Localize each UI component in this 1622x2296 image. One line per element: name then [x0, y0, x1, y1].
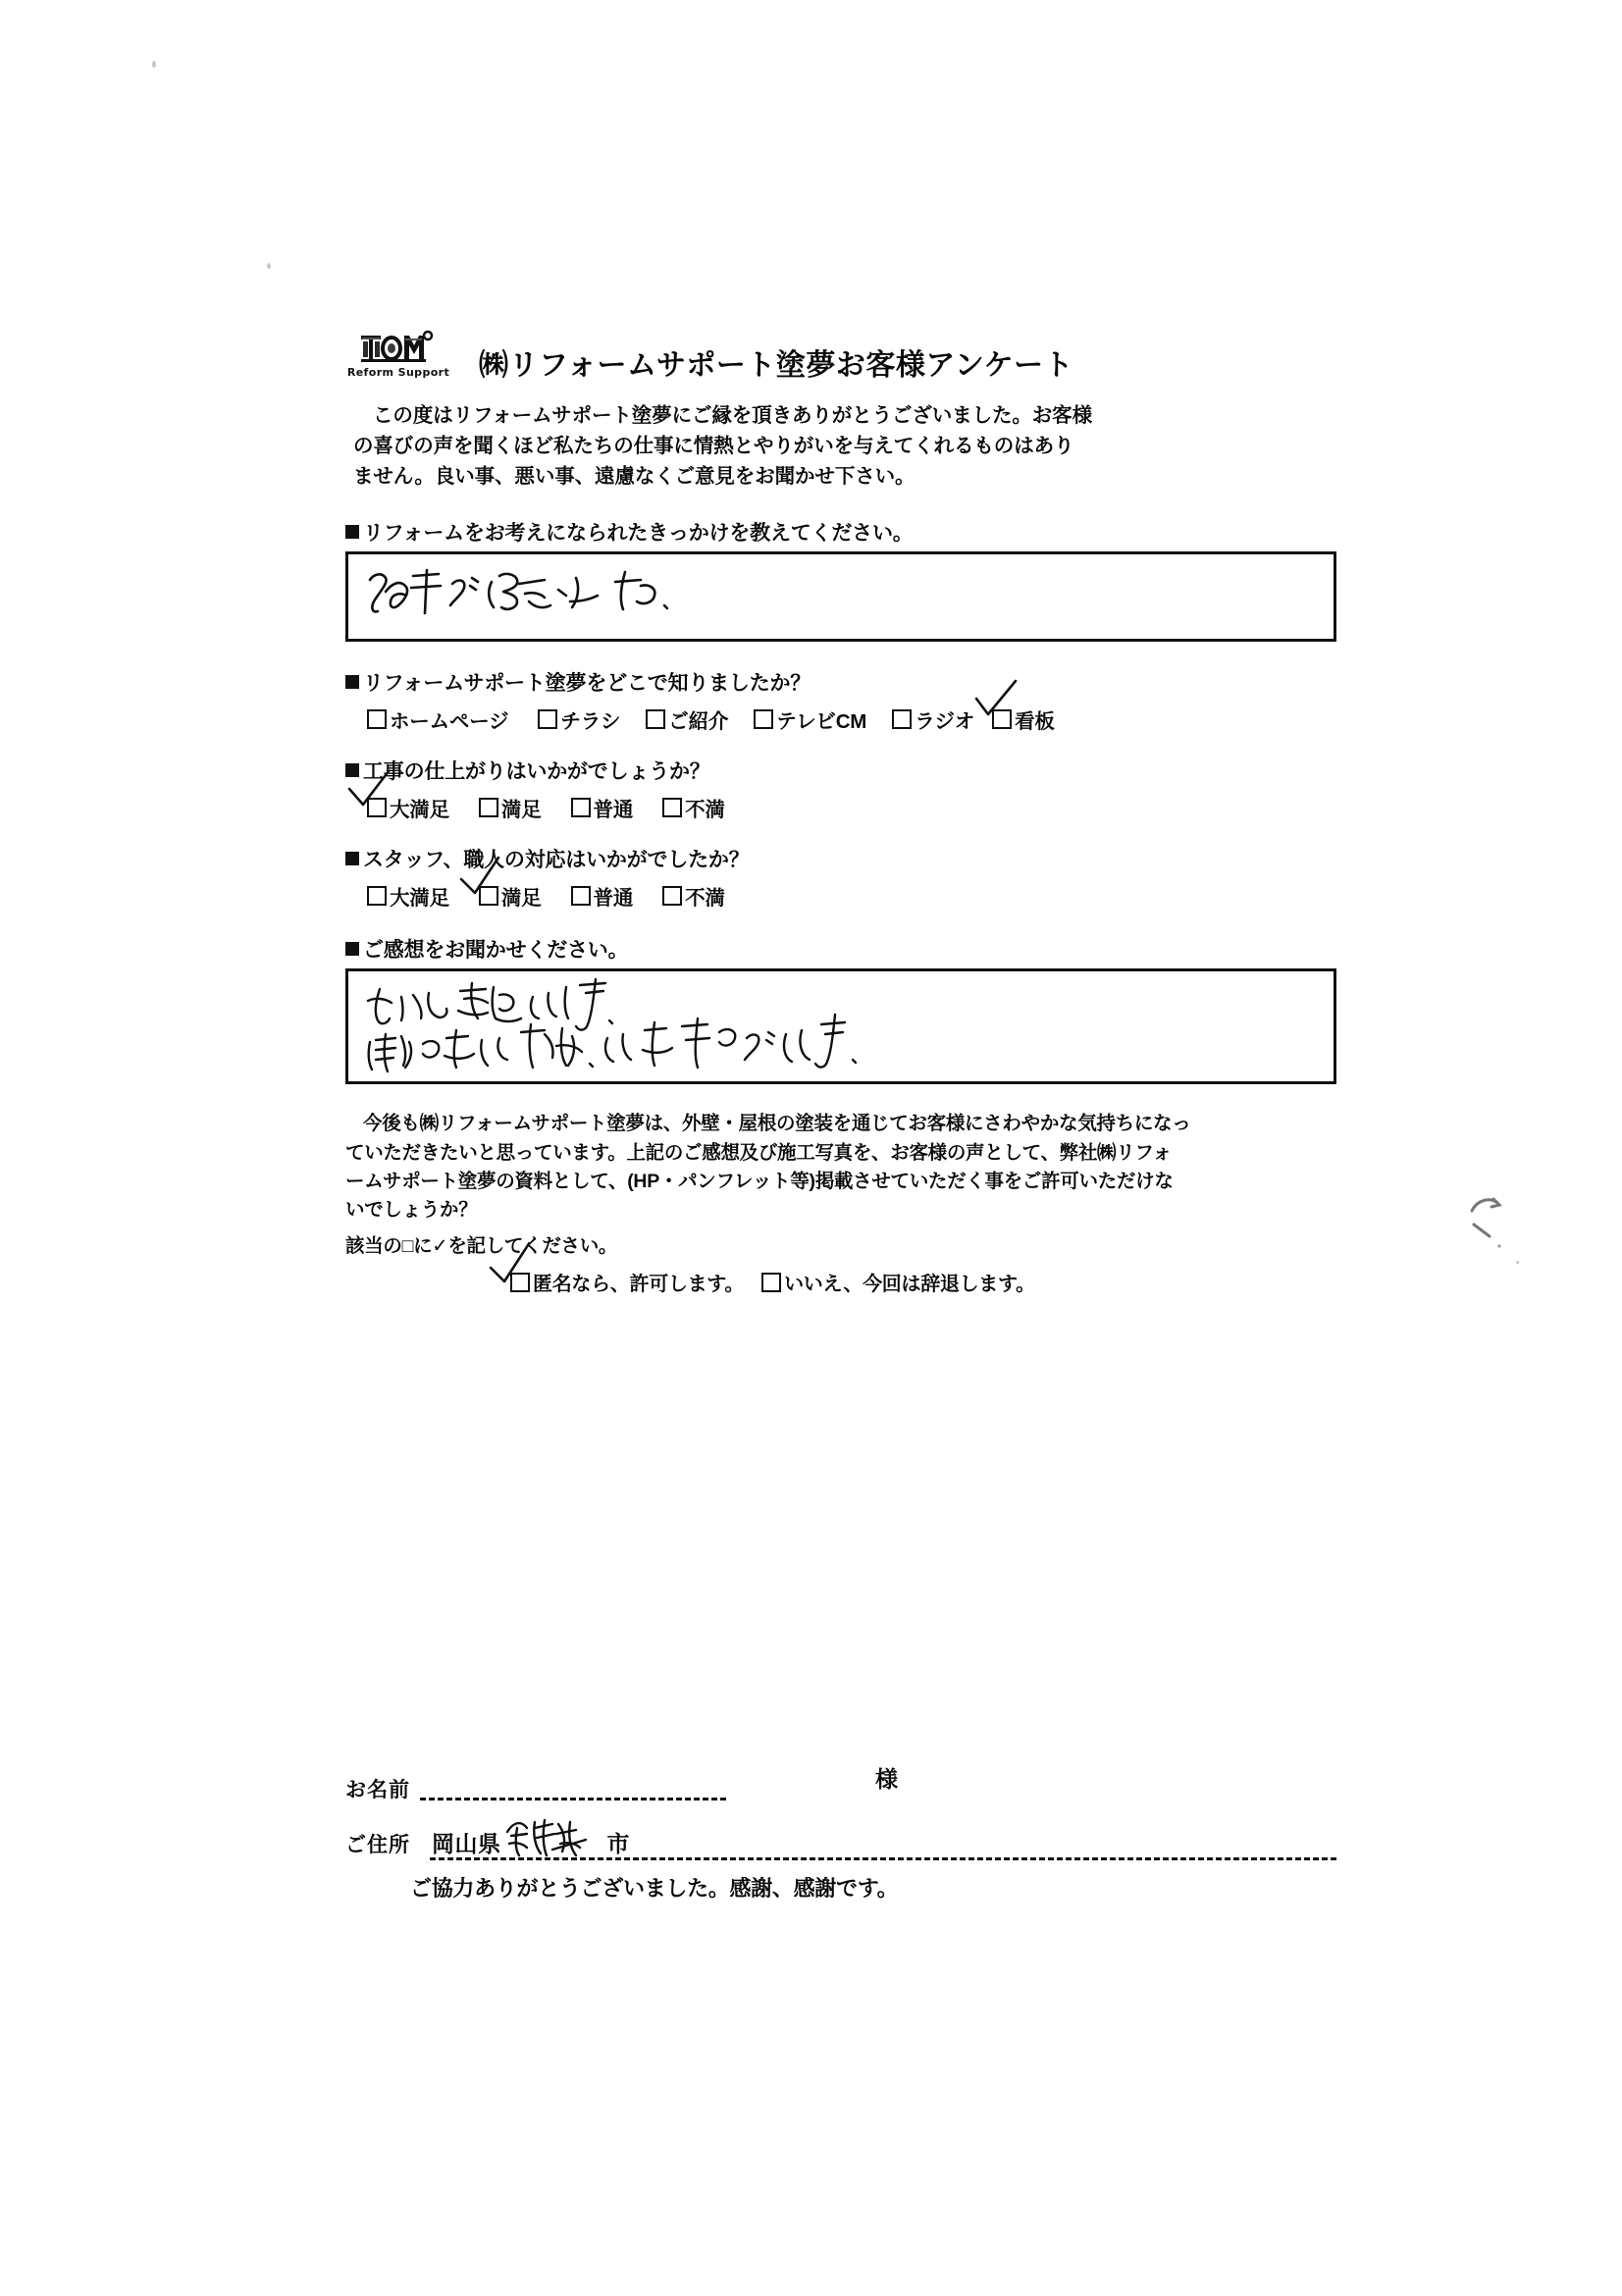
option-very-satisfied[interactable]	[367, 881, 449, 911]
option-label: テレビCM	[776, 710, 867, 734]
option-label: ご紹介	[668, 710, 729, 734]
intro-line-1: この度はリフォームサポート塗夢にご縁を頂きありがとうございました。お客様	[373, 404, 1092, 427]
checkbox-icon[interactable]	[367, 709, 387, 729]
question-4-options	[345, 881, 1336, 911]
checkbox-icon[interactable]	[538, 709, 557, 729]
option-anonymous-allow[interactable]	[510, 1268, 744, 1296]
option-average[interactable]	[571, 881, 634, 911]
question-4-text: スタッフ、職人の対応はいかがでしたか？	[363, 849, 750, 872]
option-label: 普通	[593, 799, 634, 822]
option-average[interactable]	[571, 793, 634, 822]
permission-line-2: ていただきたいと思っています。上記のご感想及び施工写真を、お客様の声として、弊社㈱リフォ	[345, 1141, 1172, 1164]
permission-paragraph	[345, 1110, 1336, 1225]
address-input-line[interactable]	[430, 1856, 1336, 1860]
option-tv-cm[interactable]	[754, 704, 866, 734]
address-row	[345, 1817, 1336, 1860]
option-label: 不満	[685, 887, 725, 911]
intro-line-2: の喜びの声を聞くほど私たちの仕事に情熱とやりがいを与えてくれるものはあり	[353, 435, 1074, 458]
checkbox-icon[interactable]	[992, 709, 1012, 729]
name-label: お名前	[345, 1779, 410, 1801]
question-2-text: リフォームサポート塗夢をどこで知りましたか？	[363, 672, 811, 696]
logo-tagline: Reform Support	[346, 366, 450, 379]
option-homepage[interactable]	[367, 704, 508, 734]
checkbox-icon[interactable]	[892, 709, 912, 729]
option-label: 大満足	[390, 887, 449, 911]
option-label: ホームページ	[390, 710, 509, 734]
question-5-text: ご感想をお聞かせください。	[363, 939, 629, 963]
footer-section	[345, 1766, 1336, 1903]
scan-speck	[267, 263, 271, 269]
question-2-heading	[345, 667, 1336, 697]
option-label: いいえ、今回は辞退します。	[784, 1274, 1035, 1296]
question-1-answer-box[interactable]	[345, 551, 1336, 642]
checkbox-icon[interactable]	[479, 886, 498, 906]
bullet-square-icon	[345, 942, 359, 956]
option-label: 満足	[500, 887, 542, 911]
question-1-heading	[345, 517, 1336, 547]
checkbox-icon[interactable]	[662, 886, 682, 906]
option-dissatisfied[interactable]	[662, 881, 725, 911]
checkbox-icon[interactable]	[510, 1273, 530, 1292]
handwritten-answer-1	[362, 562, 774, 623]
company-logo	[345, 330, 451, 385]
option-decline[interactable]	[761, 1268, 1035, 1296]
checkbox-icon[interactable]	[754, 709, 773, 729]
handwritten-answer-5	[362, 977, 1010, 1075]
checkbox-icon[interactable]	[367, 886, 387, 906]
closing-message: ご協力ありがとうございました。感謝、感謝です。	[410, 1876, 899, 1901]
question-4-heading	[345, 844, 1336, 873]
option-satisfied[interactable]	[479, 881, 542, 911]
bullet-square-icon	[345, 675, 359, 689]
bullet-square-icon	[345, 852, 359, 865]
honorific-label: 様	[875, 1766, 898, 1792]
bullet-square-icon	[345, 763, 359, 777]
question-3-heading	[345, 756, 1336, 785]
intro-paragraph	[345, 400, 1336, 492]
checkbox-icon[interactable]	[646, 709, 665, 729]
checkbox-icon[interactable]	[571, 886, 591, 906]
handwritten-city-name	[501, 1811, 596, 1860]
address-city-handwritten	[501, 1817, 596, 1860]
permission-line-3: ームサポート塗夢の資料として、(HP・パンフレット等)掲載させていただく事をご許可いただけな	[345, 1170, 1174, 1192]
checkbox-icon[interactable]	[479, 798, 498, 817]
scan-speck	[1516, 1261, 1519, 1264]
option-dissatisfied[interactable]	[662, 793, 725, 822]
option-label: 看板	[1015, 710, 1055, 734]
option-label: 不満	[685, 799, 725, 822]
tom-logo-icon	[359, 330, 438, 365]
address-label: ご住所	[345, 1834, 410, 1856]
question-1-text: リフォームをお考えになられたきっかけを教えてください。	[363, 522, 914, 546]
question-5-answer-box[interactable]	[345, 968, 1336, 1084]
question-5-heading	[345, 934, 1336, 964]
option-referral[interactable]	[646, 704, 728, 734]
question-3-options	[345, 793, 1336, 822]
option-label: チラシ	[560, 710, 621, 734]
option-satisfied[interactable]	[479, 793, 542, 822]
stray-pen-mark	[1464, 1185, 1533, 1264]
option-label: 匿名なら、許可します。	[533, 1274, 745, 1296]
question-2-options	[345, 704, 1336, 734]
option-flyer[interactable]	[538, 704, 620, 734]
page-title: ㈱リフォームサポート塗夢お客様アンケート	[479, 349, 1074, 382]
checkbox-icon[interactable]	[761, 1273, 781, 1292]
option-radio[interactable]	[892, 704, 974, 734]
permission-line-4: いでしょうか？	[345, 1199, 478, 1222]
question-3-text: 工事の仕上がりはいかがでしょうか？	[363, 760, 710, 784]
name-row	[345, 1766, 1336, 1805]
checkbox-icon[interactable]	[662, 798, 682, 817]
name-input-line[interactable]	[420, 1797, 726, 1800]
option-signboard[interactable]	[992, 704, 1055, 734]
scan-speck	[152, 61, 156, 68]
address-suffix: 市	[606, 1831, 630, 1856]
option-label: 普通	[593, 887, 634, 911]
intro-line-3: ません。良い事、悪い事、遠慮なくご意見をお聞かせ下さい。	[353, 465, 916, 489]
permission-note: 該当の□に✓を記してください。	[345, 1235, 618, 1258]
permission-options	[345, 1268, 1336, 1296]
address-prefecture: 岡山県	[432, 1831, 501, 1856]
survey-body	[345, 324, 1336, 1296]
document-header	[345, 324, 1336, 385]
option-label: 大満足	[390, 799, 449, 822]
option-label: 満足	[500, 799, 542, 822]
checkbox-icon[interactable]	[367, 798, 387, 817]
checkbox-icon[interactable]	[571, 798, 591, 817]
option-very-satisfied[interactable]	[367, 793, 449, 822]
option-label: ラジオ	[915, 710, 975, 734]
permission-line-1: 今後も㈱リフォームサポート塗夢は、外壁・屋根の塗装を通じてお客様にさわやかな気持ちになっ	[363, 1113, 1191, 1135]
bullet-square-icon	[345, 525, 359, 539]
